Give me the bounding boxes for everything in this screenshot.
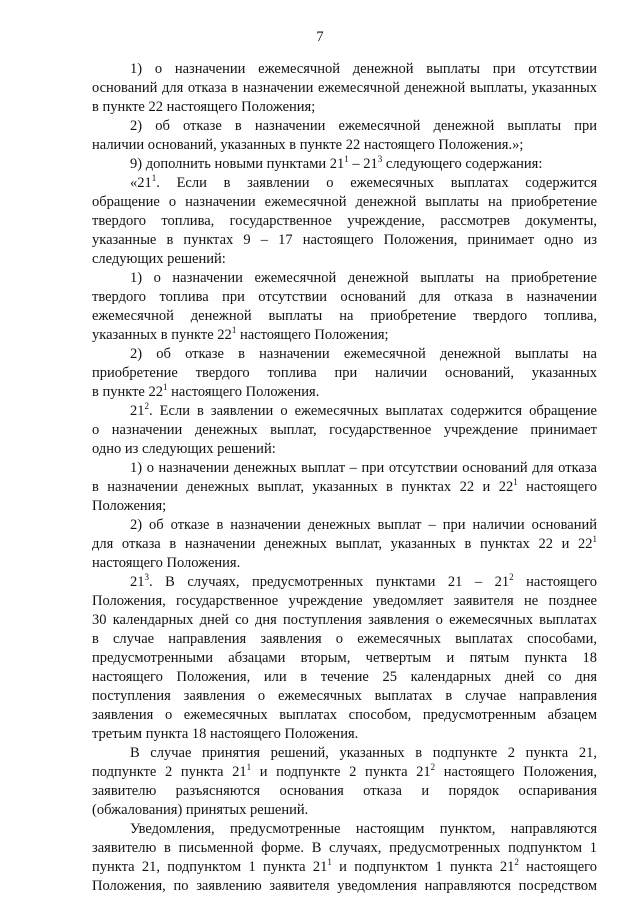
paragraph-p9 <box>92 516 597 573</box>
text-line: ежемесячной денежной выплаты на приобретение твердого топлива, <box>92 308 597 324</box>
text-line: приобретение твердого топлива при наличии оснований, указанных <box>92 365 597 381</box>
text-line: 30 календарных дней со дня поступления заявления о ежемесячных выплатах <box>92 612 597 628</box>
text-line: твердого топлива при отсутствии оснований для отказа в назначении <box>92 289 597 305</box>
text-line: Положения, государственное учреждение уведомляет заявителя не позднее <box>92 593 597 609</box>
superscript-index: 2 <box>144 401 149 411</box>
text-line: 1) о назначении ежемесячной денежной выплаты на приобретение <box>130 270 597 286</box>
text-line: для отказа в назначении денежных выплат, указанных в пунктах 22 и $22^1$ <box>92 534 597 552</box>
text-line: заявления о ежемесячных выплатах способом, предусмотренным абзацем <box>92 707 597 723</box>
text-line: заявителю разъясняются основания отказа и порядок оспаривания <box>92 783 597 799</box>
text-line: В случае принятия решений, указанных в подпункте 2 пункта 21, <box>130 745 597 761</box>
text-line: «$21^1$. Если в заявлении о ежемесячных выплатах содержится <box>130 173 597 191</box>
paragraph-p1 <box>92 60 597 117</box>
text-line: 1) о назначении ежемесячной денежной выплаты при отсутствии <box>130 61 597 77</box>
superscript-index: 1 <box>592 534 597 544</box>
text-line: обращение о назначении ежемесячной денежной выплаты на приобретение <box>92 194 597 210</box>
paragraph-p4 <box>92 174 597 269</box>
text-line: 2) об отказе в назначении денежных выплат – при наличии оснований <box>130 517 597 533</box>
superscript-index: 3 <box>377 154 383 164</box>
text-line: 1) о назначении денежных выплат – при отсутствии оснований для отказа <box>130 460 597 476</box>
text-line: в назначении денежных выплат, указанных в пунктах 22 и $22^1$ настоящего <box>92 477 597 495</box>
paragraph-p12 <box>92 820 597 896</box>
superscript-index: 1 <box>327 857 332 867</box>
superscript-index: 1 <box>513 477 518 487</box>
superscript-index: 2 <box>514 857 519 867</box>
text-line: Уведомления, предусмотренные настоящим пунктом, направляются <box>130 821 597 837</box>
superscript-index: 1 <box>163 382 168 392</box>
superscript-index: 1 <box>231 325 237 335</box>
paragraph-p7 <box>92 402 597 459</box>
text-line: настоящего Положения, или в течение 25 календарных дней со дня <box>92 669 597 685</box>
text-line: настоящего Положения. <box>92 555 241 571</box>
text-line: третьим пункта 18 настоящего Положения. <box>92 726 359 742</box>
paragraph-p10 <box>92 573 597 744</box>
paragraph-p5 <box>92 269 597 345</box>
superscript-index: 3 <box>144 572 149 582</box>
text-line: (обжалования) принятых решений. <box>92 802 309 818</box>
text-line: следующих решений: <box>92 251 226 267</box>
text-line: 9) дополнить новыми пунктами $21^1 - 21^3$ следующего содержания: <box>130 154 543 172</box>
paragraph-p11 <box>92 744 597 820</box>
text-line: $21^3$. В случаях, предусмотренных пунктами $21 - 21^2$ настоящего <box>130 572 597 590</box>
text-line: подпункте 2 пункта $21^1$ и подпункте 2 пункта $21^2$ настоящего Положения, <box>92 762 598 780</box>
text-line: в пункте 22 настоящего Положения; <box>92 99 316 115</box>
text-line: пункта 21, подпунктом 1 пункта $21^1$ и подпунктом 1 пункта $21^2$ настоящего <box>92 857 597 875</box>
superscript-index: 1 <box>344 154 349 164</box>
superscript-index: 2 <box>430 762 436 772</box>
text-line: о назначении денежных выплат, государственное учреждение принимает <box>92 422 597 438</box>
text-line: Положения; <box>92 498 167 514</box>
text-line: указанные в пунктах 9 – 17 настоящего Положения, принимает одно из <box>92 232 597 248</box>
superscript-index: 1 <box>246 762 252 772</box>
paragraph-p3 <box>92 155 597 174</box>
superscript-index: 2 <box>509 572 514 582</box>
text-line: $21^2$. Если в заявлении о ежемесячных выплатах содержится обращение <box>130 401 597 419</box>
superscript-index: 1 <box>151 173 157 183</box>
text-line: в случае направления заявления о ежемесячных выплатах способами, <box>92 631 597 647</box>
text-line: оснований для отказа в назначении ежемесячной денежной выплаты, указанных <box>92 80 597 96</box>
text-line: предусмотренными абзацами вторым, четвертым и пятым пункта 18 <box>92 650 597 666</box>
document-body <box>92 60 597 896</box>
text-line: в пункте $22^1$ настоящего Положения. <box>92 382 320 400</box>
paragraph-p8 <box>92 459 597 516</box>
text-line: поступления заявления о ежемесячных выплатах в случае направления <box>92 688 597 704</box>
paragraph-p2 <box>92 117 597 155</box>
text-line: 2) об отказе в назначении ежемесячной денежной выплаты на <box>130 346 597 362</box>
text-line: заявителю в письменной форме. В случаях, предусмотренных подпунктом 1 <box>92 840 597 856</box>
text-line: 2) об отказе в назначении ежемесячной денежной выплаты при <box>130 118 597 134</box>
text-line: твердого топлива, государственное учреждение, рассмотрев документы, <box>92 213 597 229</box>
paragraph-p6 <box>92 345 597 402</box>
text-line: наличии оснований, указанных в пункте 22 настоящего Положения.»; <box>92 137 524 153</box>
text-line: указанных в пункте $22^1$ настоящего Положения; <box>92 325 389 343</box>
text-line: Положения, по заявлению заявителя уведомления направляются посредством <box>92 878 597 894</box>
page-number: 7 <box>316 29 324 45</box>
text-line: одно из следующих решений: <box>92 441 276 457</box>
